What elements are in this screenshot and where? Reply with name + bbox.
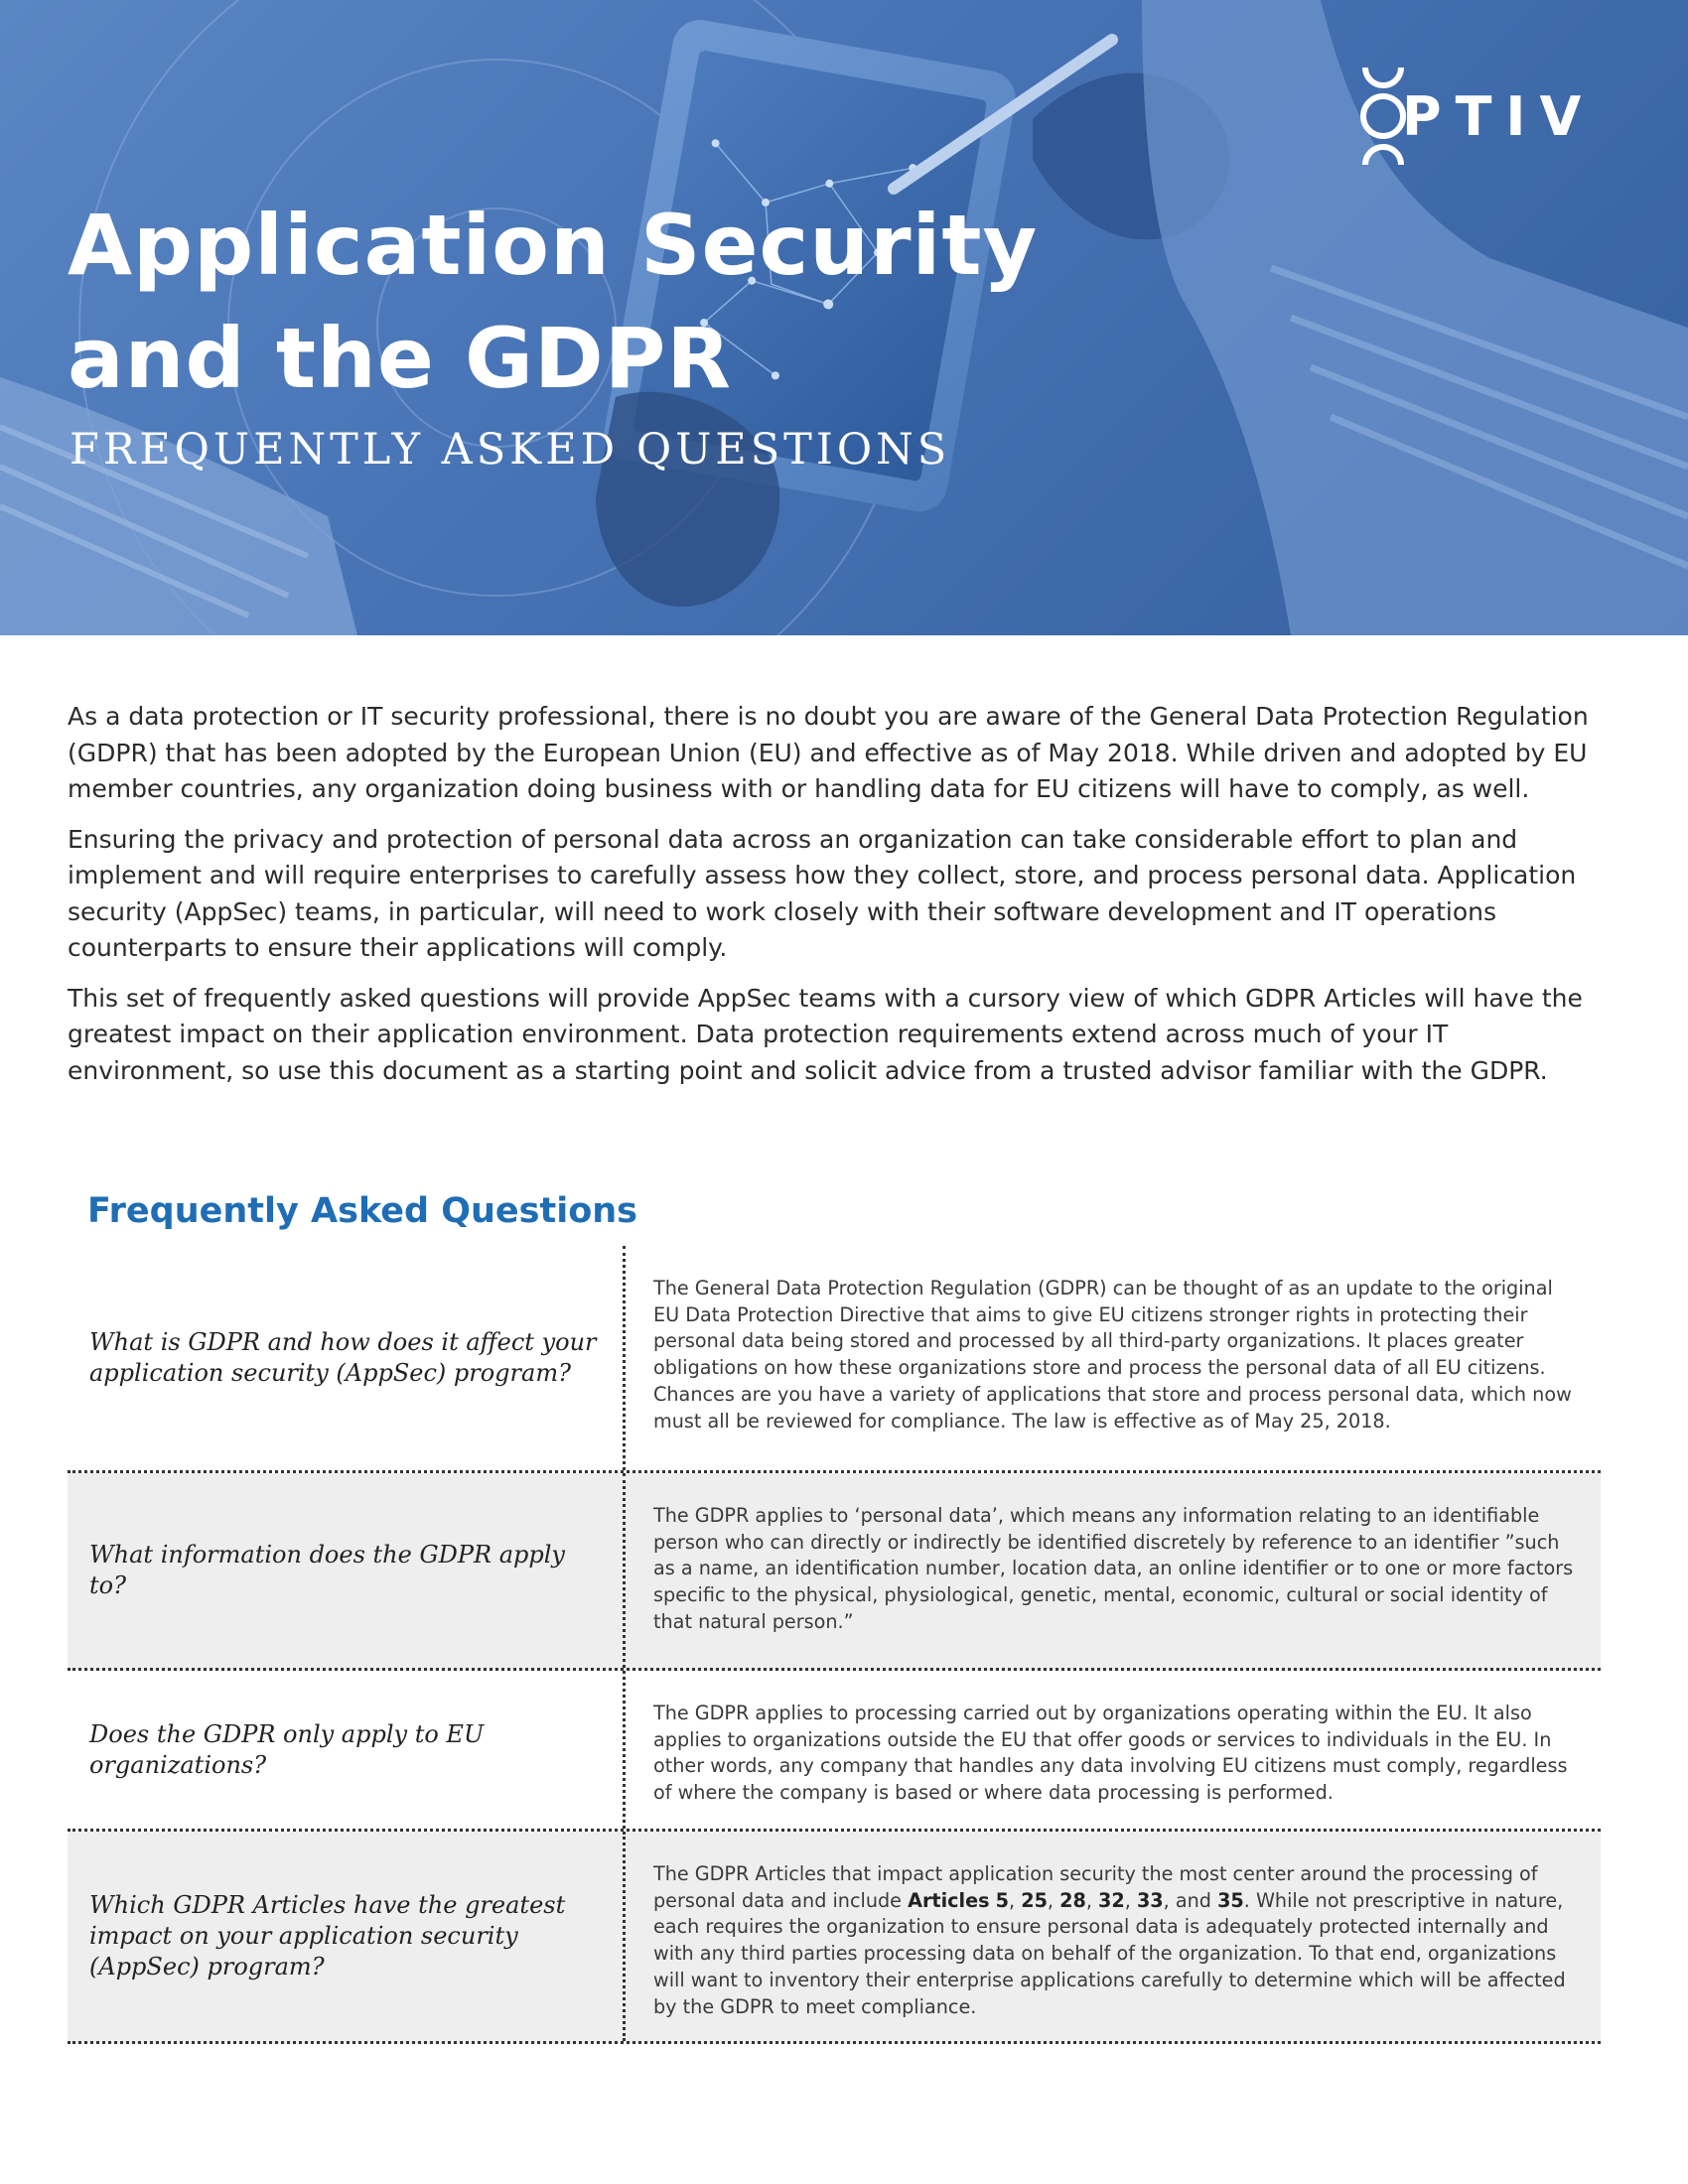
article-number: 25 (1021, 1888, 1048, 1912)
page-subtitle: FREQUENTLY ASKED QUESTIONS (70, 425, 951, 475)
faq-question: What information does the GDPR apply to? (68, 1473, 626, 1668)
title-line-2: and the GDPR (68, 310, 732, 407)
articles-label: Articles (908, 1888, 990, 1912)
article-number: 33 (1136, 1888, 1164, 1912)
intro-paragraph: Ensuring the privacy and protection of personal data across an organization can take considerable effort to plan and implement and will require enterprises to carefully assess how they collect, store, and process personal data. Application security (AppSec) teams, in particular, will need to work closely with their software development and IT operations counterparts to ensure their applications will comply. (68, 824, 1577, 962)
hero-banner (0, 0, 1688, 635)
faq-row (68, 1473, 1601, 1671)
optiv-logo (1360, 58, 1596, 177)
article-number: 32 (1098, 1888, 1125, 1912)
faq-answer: The GDPR Articles that impact application security the most center around the processing of personal data and include Articles 5, 25, 28, 32, 33, and 35. While not prescriptive in nature, each requires the organization to ensure personal data is adequately protected internally and with any third parties processing data on behalf of the organization. To that end, organizations will want to inventory their enterprise applications carefully to determine which will be affected by the GDPR to meet compliance. (653, 1862, 1566, 2018)
answer-text: The GDPR Articles that impact application security the most center around the processing of personal data and include (653, 1862, 1538, 1912)
faq-table (68, 1246, 1601, 2044)
faq-heading: Frequently Asked Questions (87, 1191, 638, 1231)
article-number: 5 (995, 1888, 1010, 1912)
faq-question: Does the GDPR only apply to EU organizations? (68, 1671, 626, 1829)
faq-row (68, 1246, 1601, 1473)
faq-row (68, 1671, 1601, 1832)
intro-paragraph: This set of frequently asked questions will provide AppSec teams with a cursory view of which GDPR Articles will have the greatest impact on their application environment. Data protection requirements extend across much of your IT environment, so use this document as a starting point and solicit advice from a trusted advisor familiar with the GDPR. (68, 983, 1583, 1085)
faq-answer: The General Data Protection Regulation (GDPR) can be thought of as an update to the original EU Data Protection Directive that aims to give EU citizens stronger rights in protecting their personal data being stored and processed by all third-party organizations. It places greater obligations on how these organizations store and process the personal data of all EU citizens. Chances are you have a variety of applications that store and process personal data, which now must all be reviewed for compliance. The law is effective as of May 25, 2018. (653, 1277, 1572, 1433)
logo-text: PTIV (1402, 85, 1596, 148)
intro-section (68, 699, 1617, 1103)
faq-row (68, 1832, 1601, 2044)
answer-text: and (1175, 1888, 1211, 1912)
article-number: 35 (1217, 1888, 1244, 1912)
article-number: 28 (1059, 1888, 1086, 1912)
answer-text: . While not prescriptive in nature, each requires the organization to ensure personal data is adequately protected internally and with any third parties processing data on behalf of the organization. To that end, organizations will want to inventory their enterprise applications carefully to determine which will be affected by the GDPR to meet compliance. (653, 1888, 1566, 2018)
faq-question: What is GDPR and how does it affect your application security (AppSec) program? (68, 1246, 626, 1470)
faq-answer: The GDPR applies to ‘personal data’, which means any information relating to an identifiable person who can directly or indirectly be identified discretely by reference to an identifier ”such as a name, an identification number, location data, an online identifier or to one or more factors specific to the physical, physiological, genetic, mental, economic, cultural or social identity of that natural person.” (653, 1504, 1574, 1633)
faq-question: Which GDPR Articles have the greatest impact on your application security (AppSec) program? (68, 1832, 626, 2041)
title-line-1: Application Security (68, 197, 1039, 294)
page-title (68, 189, 1038, 415)
intro-paragraph: As a data protection or IT security professional, there is no doubt you are aware of the General Data Protection Regulation (GDPR) that has been adopted by the European Union (EU) and effective as of May 2018. While driven and adopted by EU member countries, any organization doing business with or handling data for EU citizens will have to comply, as well. (68, 702, 1589, 803)
faq-answer: The GDPR applies to processing carried out by organizations operating within the EU. It also applies to organizations outside the EU that offer goods or services to individuals in the EU. In other words, any company that handles any data involving EU citizens must comply, regardless of where the company is based or where data processing is performed. (653, 1702, 1568, 1805)
